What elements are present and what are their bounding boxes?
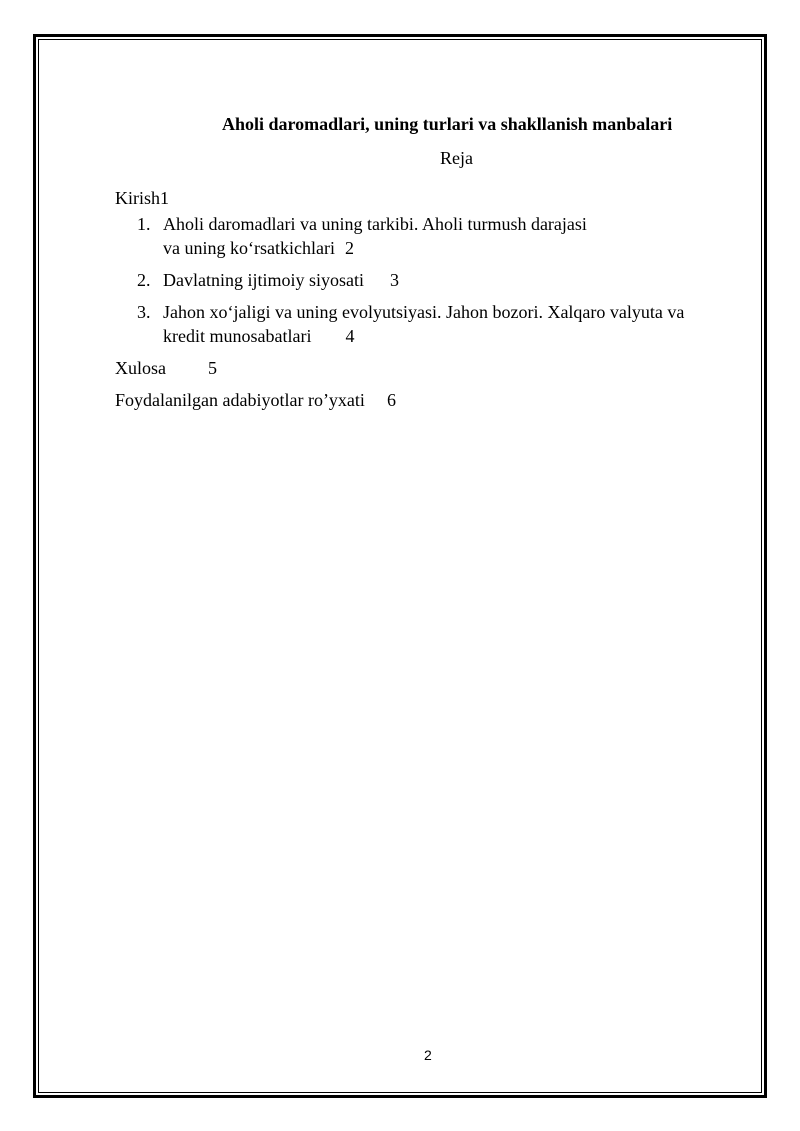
toc-item-3-number: 3. [137, 302, 151, 322]
toc-item-1-line1: Aholi daromadlari va uning tarkibi. Aholi turmush darajasi [163, 214, 587, 234]
toc-references-label: Foydalanilgan adabiyotlar ro’yxati [115, 390, 365, 410]
toc-conclusion [115, 356, 217, 380]
toc-intro-page: 1 [160, 188, 169, 208]
toc-item-3-page: 4 [345, 326, 355, 346]
toc-conclusion-page: 5 [208, 358, 217, 378]
document-title: Aholi daromadlari, uning turlari va shakllanish manbalari [222, 114, 673, 134]
toc-item-2-line1 [163, 268, 399, 292]
toc-intro [115, 186, 169, 210]
toc-item-1-page: 2 [344, 238, 354, 258]
toc-item-3-line1: Jahon xo‘jaligi va uning evolyutsiyasi. Jahon bozori. Xalqaro valyuta va [163, 302, 685, 322]
footer-page-number: 2 [424, 1047, 432, 1063]
toc-item-2-text: Davlatning ijtimoiy siyosati [163, 270, 364, 290]
toc-item-3-text-cont: kredit munosabatlari [163, 326, 312, 346]
toc-item-1-line2 [163, 236, 354, 260]
toc-item-3-line2 [163, 324, 354, 348]
toc-conclusion-label: Xulosa [115, 358, 166, 378]
toc-references [115, 388, 396, 412]
plan-heading: Reja [440, 148, 473, 168]
toc-item-2-page: 3 [390, 270, 399, 290]
toc-item-1-number: 1. [137, 214, 151, 234]
toc-item-1-text-cont: va uning ko‘rsatkichlari [163, 238, 335, 258]
toc-item-2-number: 2. [137, 270, 151, 290]
toc-intro-label: Kirish [115, 188, 160, 208]
toc-references-page: 6 [386, 390, 396, 410]
